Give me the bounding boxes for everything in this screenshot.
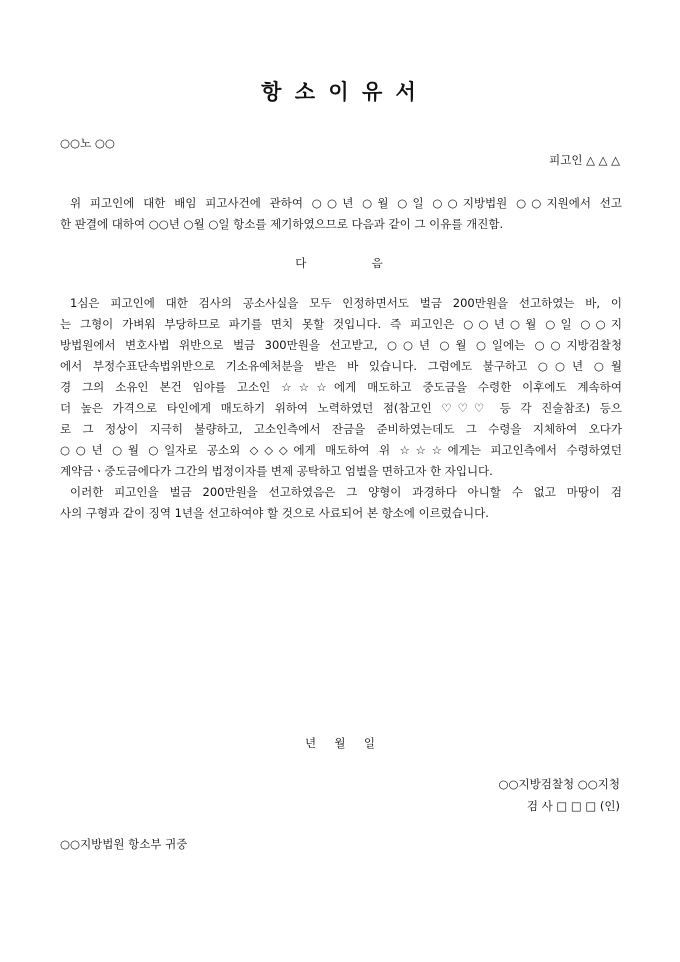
- intro-paragraph: [60, 193, 622, 235]
- defendant-line: 피고인 △ △ △: [549, 153, 620, 167]
- body-paragraph: [60, 293, 622, 524]
- body-line: 는 그형이 가벼워 부당하므로 파기를 면치 못할 것입니다. 즉 피고인은 ○○년○월 ○일 ○○지: [60, 317, 622, 331]
- body-line: 이러한 피고인을 벌금 200만원을 선고하였음은 그 양형이 과경하다 아니할 수 없고 마땅이 검: [70, 485, 622, 499]
- body-line: 경 그의 소유인 본건 임야를 고소인 ☆☆☆에게 매도하고 중도금을 수령한 이후에도 계속하여: [60, 380, 622, 394]
- document-title: 항 소 이 유 서: [261, 79, 419, 104]
- body-line: 로 그 정상이 지극히 불량하고, 고소인측에서 잔금을 준비하였는데도 그 수령을 지체하여 오다가: [60, 422, 622, 436]
- body-line: 1심은 피고인에 대한 검사의 공소사실을 모두 인정하면서도 벌금 200만원을 선고하였는 바, 이: [70, 296, 622, 310]
- date-line: 년 월 일: [305, 736, 375, 750]
- body-line: 에서 부정수표단속법위반으로 기소유예처분을 받은 바 있습니다. 그럼에도 불구하고 ○○년 ○월: [60, 359, 622, 373]
- case-number: ○○노 ○○: [60, 136, 115, 150]
- office-line: ○○지방검찰청 ○○지청: [498, 777, 620, 791]
- body-line: 더 높은 가격으로 타인에게 매도하기 위하여 노력하였던 점(참고인 ♡♡♡ 등 각 진술참조) 등으: [60, 401, 622, 415]
- section-heading: [0, 255, 680, 271]
- heading-right: 음: [371, 256, 385, 270]
- intro-line: 위 피고인에 대한 배임 피고사건에 관하여 ○○년 ○월 ○일 ○○지방법원 ○○지원에서 선고: [70, 196, 622, 210]
- body-line: 사의 구형과 같이 징역 1년을 선고하여야 할 것으로 사료되어 본 항소에 이르렀습니다.: [60, 506, 489, 520]
- heading-left: 다: [295, 256, 309, 270]
- body-line: ○○년 ○월 ○일자로 공소외 ◇◇◇에게 매도하여 위 ☆☆☆에게는 피고인측에서 수령하였던: [60, 443, 622, 457]
- body-line: 계약금ㆍ중도금에다가 그간의 법정이자를 변제 공탁하고 엄벌을 면하고자 한 자입니다.: [60, 464, 493, 478]
- court-addressee: ○○지방법원 항소부 귀중: [60, 837, 188, 851]
- body-line: 방법원에서 변호사법 위반으로 벌금 300만원을 선고받고, ○○년 ○월 ○일에는 ○○지방검찰청: [60, 338, 622, 352]
- prosecutor-signature: 검 사 □ □ □ (인): [526, 799, 620, 813]
- intro-line: 한 판결에 대하여 ○○년 ○월 ○일 항소를 제기하였으므로 다음과 같이 그 이유를 개진함.: [60, 217, 504, 231]
